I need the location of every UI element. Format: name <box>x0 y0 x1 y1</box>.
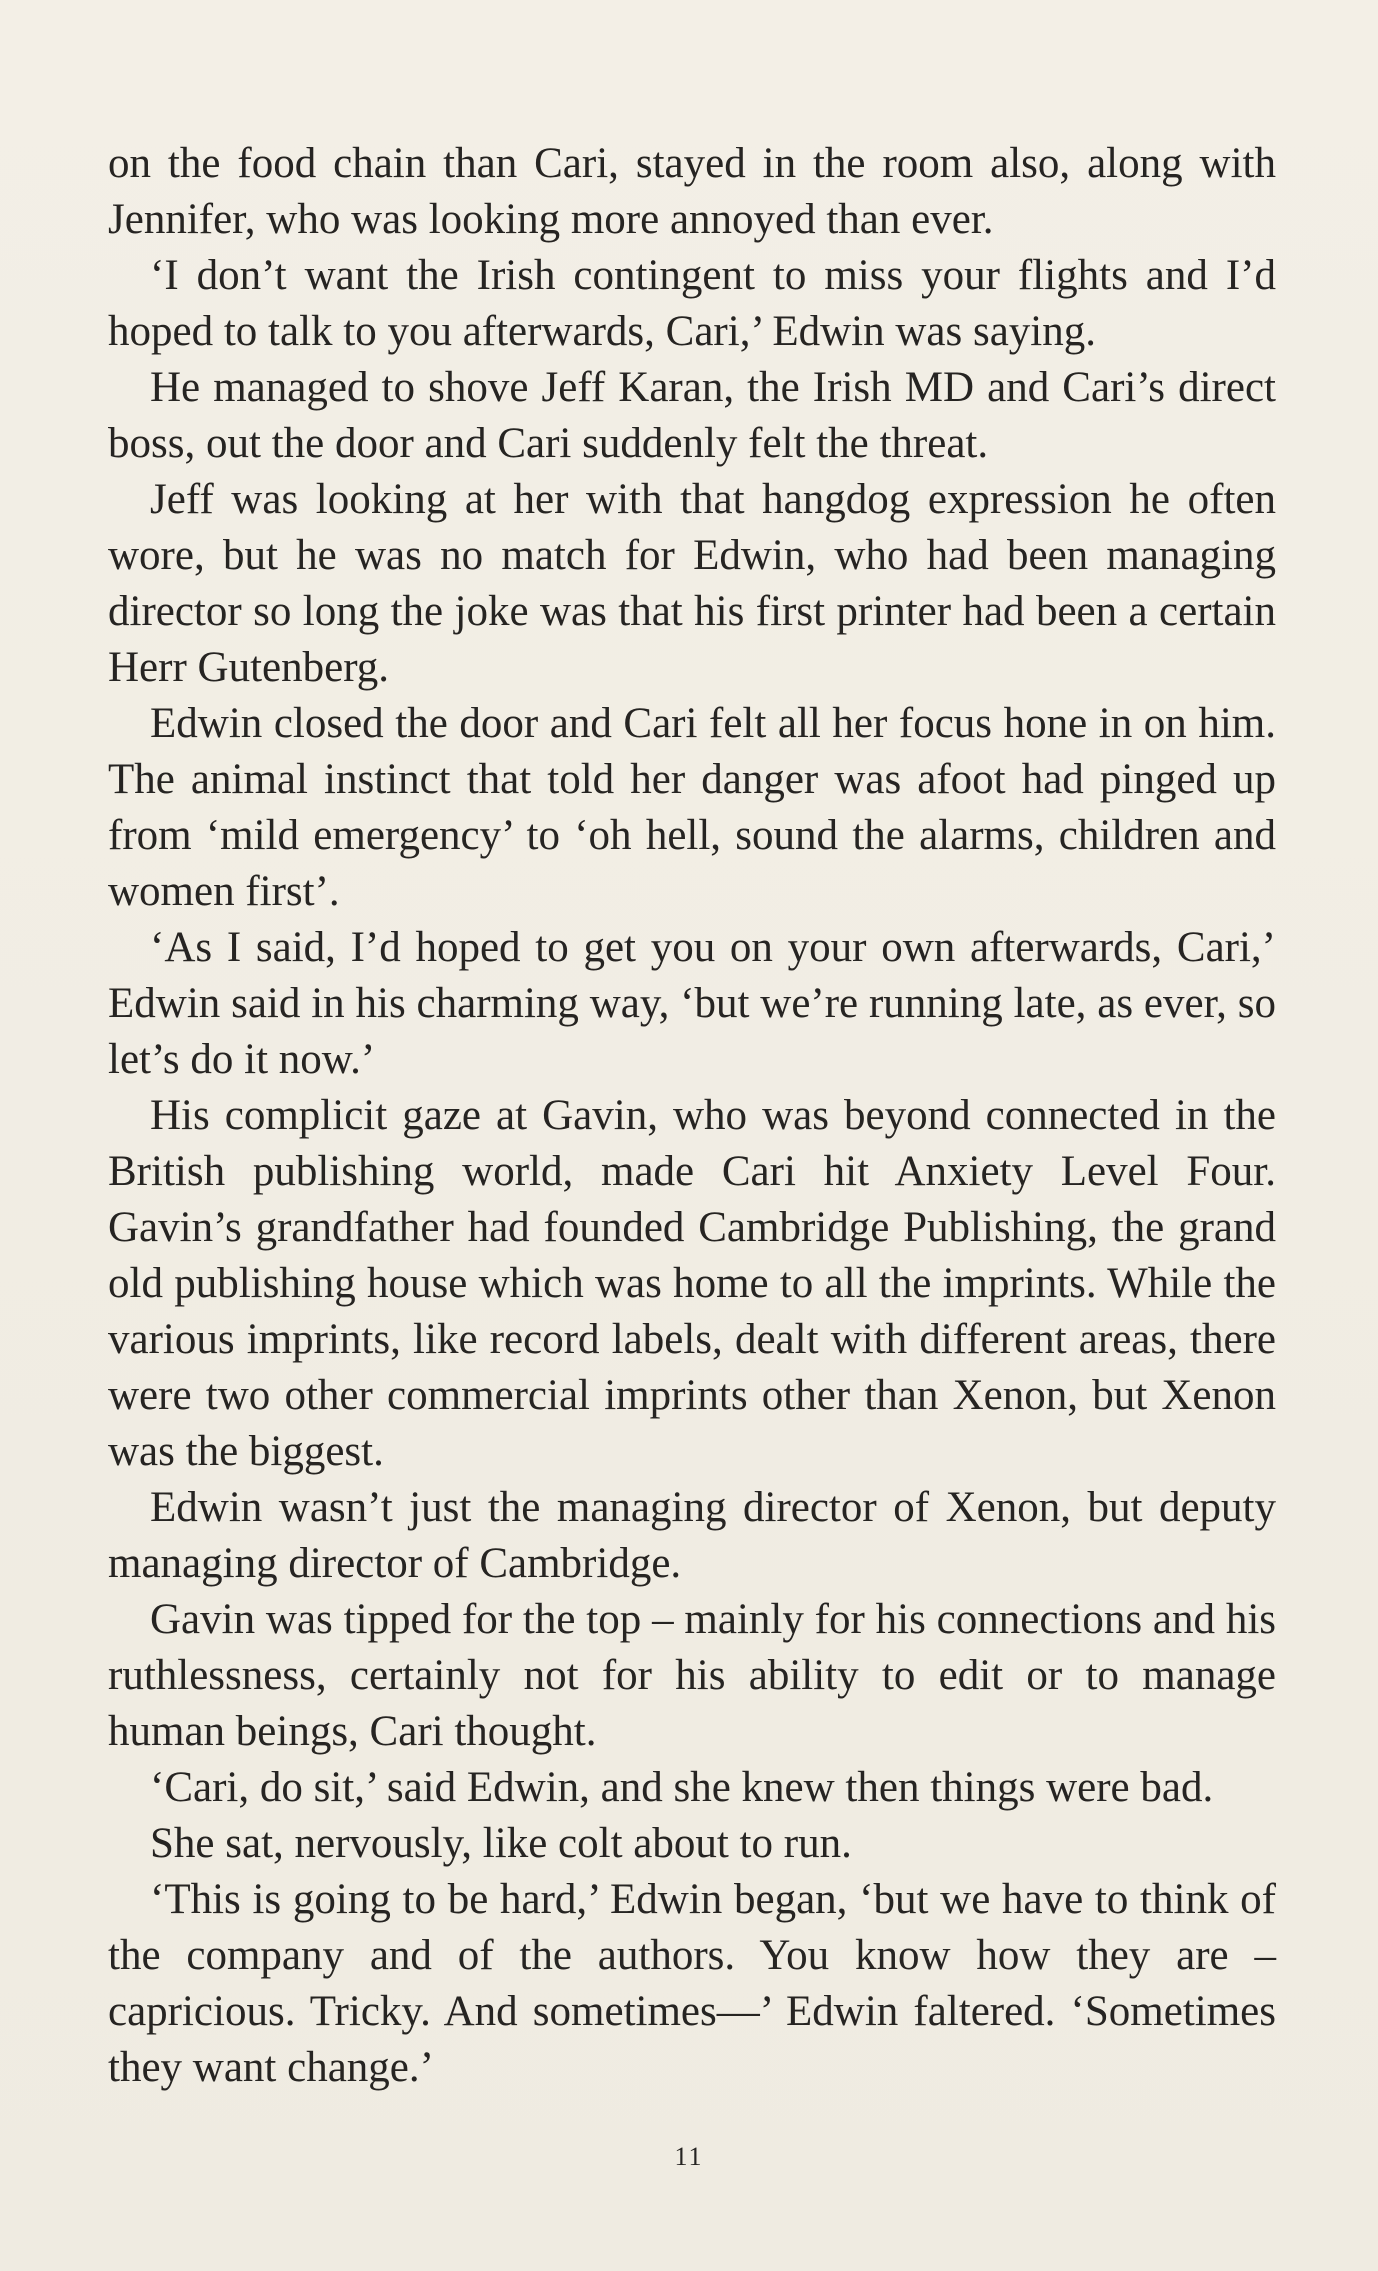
paragraph: She sat, nervously, like colt about to run. <box>150 1820 852 1867</box>
paragraph: ‘This is going to be hard,’ Edwin began, ‘but we have to think of the company and of the authors. You know how they are – capricious. Tricky. And sometimes—’ Edwin faltered. ‘Sometimes they want change.’ <box>108 1876 1276 2091</box>
paragraph: Edwin wasn’t just the managing director of Xenon, but deputy managing director of Cambridge. <box>108 1484 1276 1587</box>
paragraph: on the food chain than Cari, stayed in the room also, along with Jennifer, who was looking more annoyed than ever. <box>108 140 1276 243</box>
paragraph: He managed to shove Jeff Karan, the Irish MD and Cari’s direct boss, out the door and Cari suddenly felt the threat. <box>108 364 1276 467</box>
paragraph: Jeff was looking at her with that hangdog expression he often wore, but he was no match for Edwin, who had been managing director so long the joke was that his first printer had been a certain Herr Gutenberg. <box>108 476 1276 691</box>
paragraph: ‘Cari, do sit,’ said Edwin, and she knew then things were bad. <box>150 1764 1214 1811</box>
paragraph: Edwin closed the door and Cari felt all her focus hone in on him. The animal instinct that told her danger was afoot had pinged up from ‘mild emergency’ to ‘oh hell, sound the alarms, children and women first’. <box>108 700 1276 915</box>
body-text <box>108 136 1276 2096</box>
page-number: 11 <box>674 2142 704 2171</box>
paragraph: His complicit gaze at Gavin, who was beyond connected in the British publishing world, made Cari hit Anxiety Level Four. Gavin’s grandfather had founded Cambridge Publishing, the grand old publishing house which was home to all the imprints. While the various imprints, like record labels, dealt with different areas, there were two other commercial imprints other than Xenon, but Xenon was the biggest. <box>108 1092 1276 1475</box>
paragraph: Gavin was tipped for the top – mainly for his connections and his ruthlessness, certainly not for his ability to edit or to manage human beings, Cari thought. <box>108 1596 1276 1755</box>
paragraph: ‘As I said, I’d hoped to get you on your own afterwards, Cari,’ Edwin said in his charming way, ‘but we’re running late, as ever, so let’s do it now.’ <box>108 924 1276 1083</box>
paragraph: ‘I don’t want the Irish contingent to miss your flights and I’d hoped to talk to you afterwards, Cari,’ Edwin was saying. <box>108 252 1276 355</box>
